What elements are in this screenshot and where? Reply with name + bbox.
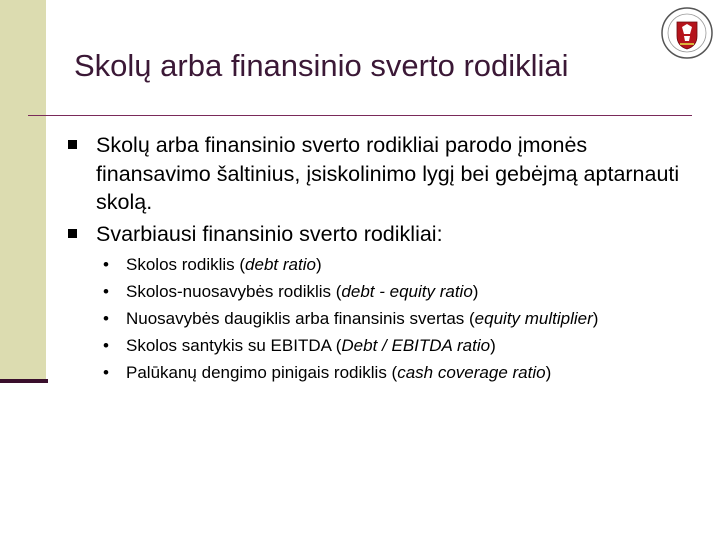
sub-bullet-item: • Palūkanų dengimo pinigais rodiklis (cash coverage ratio) — [103, 363, 552, 382]
bullet-text: Skolų arba finansinio sverto rodikliai parodo įmonės finansavimo šaltinius, įsiskolinimo lygį bei gebėjmą aptarnauti skolą. — [96, 133, 680, 214]
dot-bullet-icon: • — [103, 363, 109, 382]
sub-bullet-item: • Nuosavybės daugiklis arba finansinis svertas (equity multiplier) — [103, 309, 599, 328]
slide-content — [66, 131, 686, 389]
dot-bullet-icon: • — [103, 282, 109, 301]
dot-bullet-icon: • — [103, 336, 109, 355]
university-crest-icon — [660, 6, 714, 60]
square-bullet-icon — [68, 229, 77, 238]
side-accent-bar — [0, 379, 48, 383]
bullet-item — [66, 220, 686, 249]
sub-bullet-item: • Skolos-nuosavybės rodiklis (debt - equity ratio) — [103, 282, 479, 301]
dot-bullet-icon: • — [103, 255, 109, 274]
slide-title: Skolų arba finansinio sverto rodikliai — [74, 48, 569, 83]
sub-bullet-item: • Skolos santykis su EBITDA (Debt / EBITDA ratio) — [103, 336, 496, 355]
sub-bullet-list — [66, 254, 686, 384]
title-divider — [28, 115, 692, 116]
side-band — [0, 0, 46, 382]
sub-bullet-item: • Skolos rodiklis (debt ratio) — [103, 255, 322, 274]
bullet-text: Svarbiausi finansinio sverto rodikliai: — [96, 221, 443, 246]
bullet-item — [66, 131, 686, 217]
dot-bullet-icon: • — [103, 309, 109, 328]
square-bullet-icon — [68, 140, 77, 149]
